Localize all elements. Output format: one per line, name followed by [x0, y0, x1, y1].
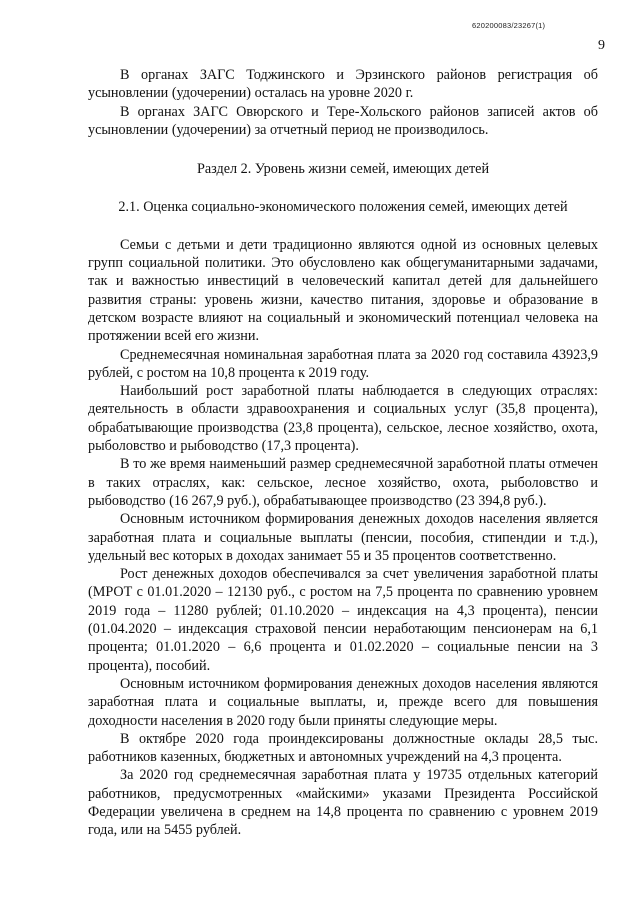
paragraph: Наибольший рост заработной платы наблюдается в следующих отраслях: деятельность в области здравоохранения и социальных услуг (35,8 процента), обрабатывающие производства (23,8 процента), сельское, лесное хозяйство, охота, рыболовство и рыбоводство (17,3 процента). — [88, 383, 598, 455]
page-number: 9 — [598, 38, 605, 53]
paragraph: Среднемесячная номинальная заработная плата за 2020 год составила 43923,9 рублей, с ростом на 10,8 процента к 2019 году. — [88, 346, 598, 381]
subsection-heading: 2.1. Оценка социально-экономического положения семей, имеющих детей — [118, 199, 568, 216]
paragraph: В органах ЗАГС Овюрского и Тере-Хольского районов записей актов об усыновлении (удочерении) за отчетный период не производилось. — [88, 103, 598, 138]
paragraph: Рост денежных доходов обеспечивался за счет увеличения заработной платы (МРОТ с 01.01.2020 – 12130 руб., с ростом на 7,5 процента по сравнению уровнем 2019 года – 11280 рублей; 01.10.2020 – индексация на 4,3 процента), пенсии (01.04.2020 – индексация страховой пенсии неработающим пенсионерам на 6,1 процента; 01.01.2020 – 6,6 процента и 01.02.2020 – социальные пенсии на 3 процента), пособий. — [88, 566, 598, 674]
paragraph: В органах ЗАГС Тоджинского и Эрзинского районов регистрация об усыновлении (удочерении) осталась на уровне 2020 г. — [88, 67, 598, 102]
paragraph: За 2020 год среднемесячная заработная плата у 19735 отдельных категорий работников, предусмотренных «майскими» указами Президента Российской Федерации увеличена в среднем на 14,8 процента по сравнению с уровнем 2019 года, или на 5455 рублей. — [88, 767, 598, 839]
section-heading: Раздел 2. Уровень жизни семей, имеющих детей — [196, 161, 490, 178]
paragraph: В то же время наименьший размер среднемесячной заработной платы отмечен в таких отраслях, как: сельское, лесное хозяйство, охота, рыболовство и рыбоводство (16 267,9 руб.), обрабатывающее производство (23 394,8 руб.). — [88, 456, 598, 509]
paragraph: Основным источником формирования денежных доходов населения являются заработная плата и социальные выплаты, и, прежде всего для повышения доходности населения в 2020 году были приняты следующие меры. — [88, 675, 598, 729]
paragraph: Основным источником формирования денежных доходов населения является заработная плата и социальные выплаты (пенсии, пособия, стипендии и т.д.), удельный вес которых в доходах занимает 55 и 35 процентов соответственно. — [88, 511, 598, 564]
document-body — [88, 66, 598, 840]
paragraph: Семьи с детьми и дети традиционно являются одной из основных целевых групп социальной политики. Это обусловлено как общегуманитарными задачами, так и важностью инвестиций в человеческий капитал детей для дальнейшего развития страны: уровень жизни, качество питания, здоровье и образование в детском возрасте влияют на социальный и экономический потенциал человека на протяжении всей его жизни. — [88, 236, 598, 345]
paragraph: В октябре 2020 года проиндексированы должностные оклады 28,5 тыс. работников казенных, бюджетных и автономных учреждений на 4,3 процента. — [88, 730, 598, 766]
document-id: 620200083/23267(1) — [472, 21, 546, 30]
